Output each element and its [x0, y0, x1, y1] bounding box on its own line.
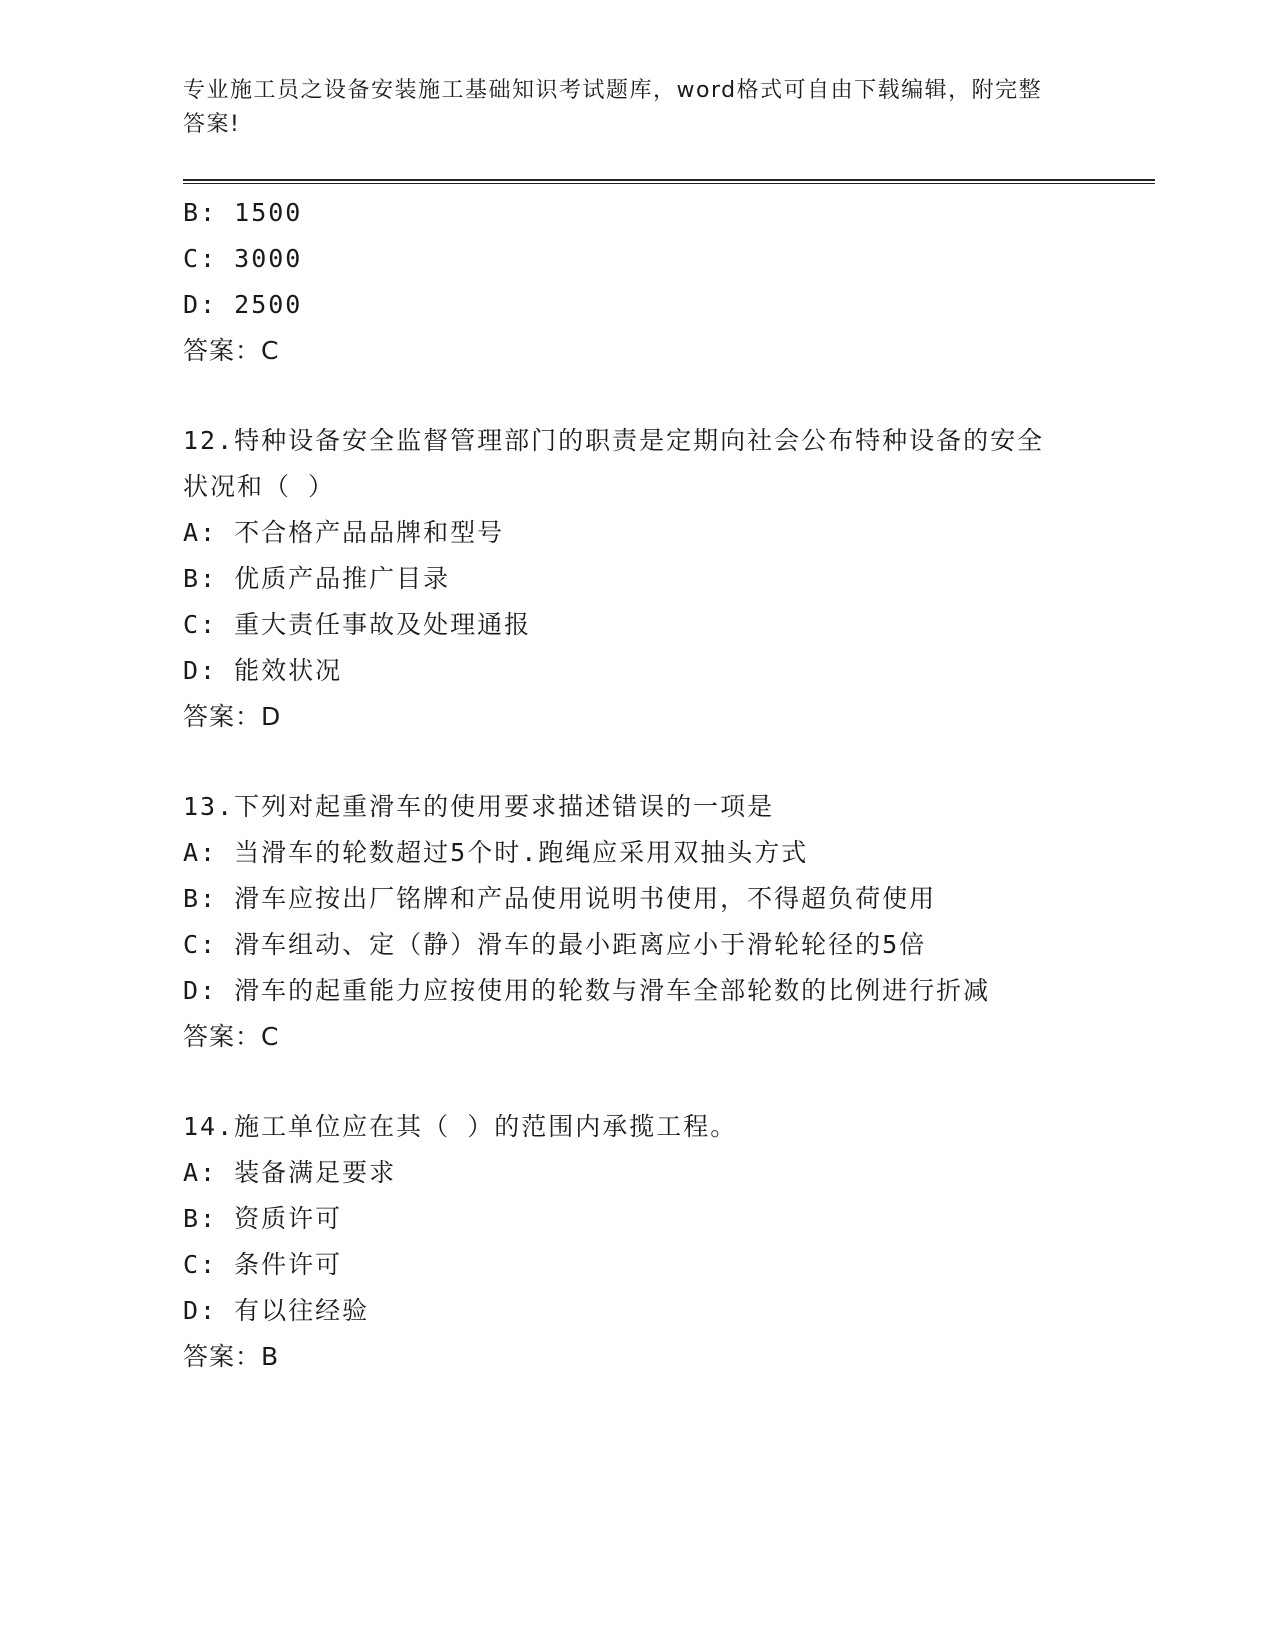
- document-header-title: 专业施工员之设备安装施工基础知识考试题库，word格式可自由下载编辑，附完整答案!: [183, 78, 1043, 137]
- question-title: 13.下列对起重滑车的使用要求描述错误的一项是: [183, 792, 775, 821]
- question-content: [183, 190, 1083, 1380]
- option-b: B: 优质产品推广目录: [183, 564, 451, 593]
- option-b: B: 滑车应按出厂铭牌和产品使用说明书使用，不得超负荷使用: [183, 884, 937, 913]
- option-a: A: 不合格产品品牌和型号: [183, 518, 505, 547]
- option-b: B: 1500: [183, 198, 303, 227]
- answer-line: 答案：C: [183, 1022, 280, 1051]
- spacer: [183, 374, 1083, 418]
- question-12: [183, 418, 1083, 740]
- option-a: A: 当滑车的轮数超过5个时.跑绳应采用双抽头方式: [183, 838, 809, 867]
- option-d: D: 能效状况: [183, 656, 343, 685]
- spacer: [183, 1060, 1083, 1104]
- option-c: C: 3000: [183, 244, 303, 273]
- header-divider-thick: [183, 179, 1155, 181]
- option-b: B: 资质许可: [183, 1204, 343, 1233]
- option-d: D: 有以往经验: [183, 1296, 370, 1325]
- question-title: 12.特种设备安全监督管理部门的职责是定期向社会公布特种设备的安全状况和（ ）: [183, 426, 1045, 501]
- option-c: C: 重大责任事故及处理通报: [183, 610, 532, 639]
- option-d: D: 滑车的起重能力应按使用的轮数与滑车全部轮数的比例进行折减: [183, 976, 991, 1005]
- spacer: [183, 740, 1083, 784]
- option-c: C: 条件许可: [183, 1250, 343, 1279]
- answer-line: 答案：B: [183, 1342, 280, 1371]
- option-a: A: 装备满足要求: [183, 1158, 397, 1187]
- option-c: C: 滑车组动、定（静）滑车的最小距离应小于滑轮轮径的5倍: [183, 930, 927, 959]
- answer-line: 答案：D: [183, 702, 282, 731]
- question-continued: [183, 190, 1083, 374]
- answer-line: 答案：C: [183, 336, 280, 365]
- header-divider-thin: [183, 183, 1155, 184]
- question-13: [183, 784, 1083, 1060]
- question-title: 14.施工单位应在其（ ）的范围内承揽工程。: [183, 1112, 738, 1141]
- option-d: D: 2500: [183, 290, 303, 319]
- question-14: [183, 1104, 1083, 1380]
